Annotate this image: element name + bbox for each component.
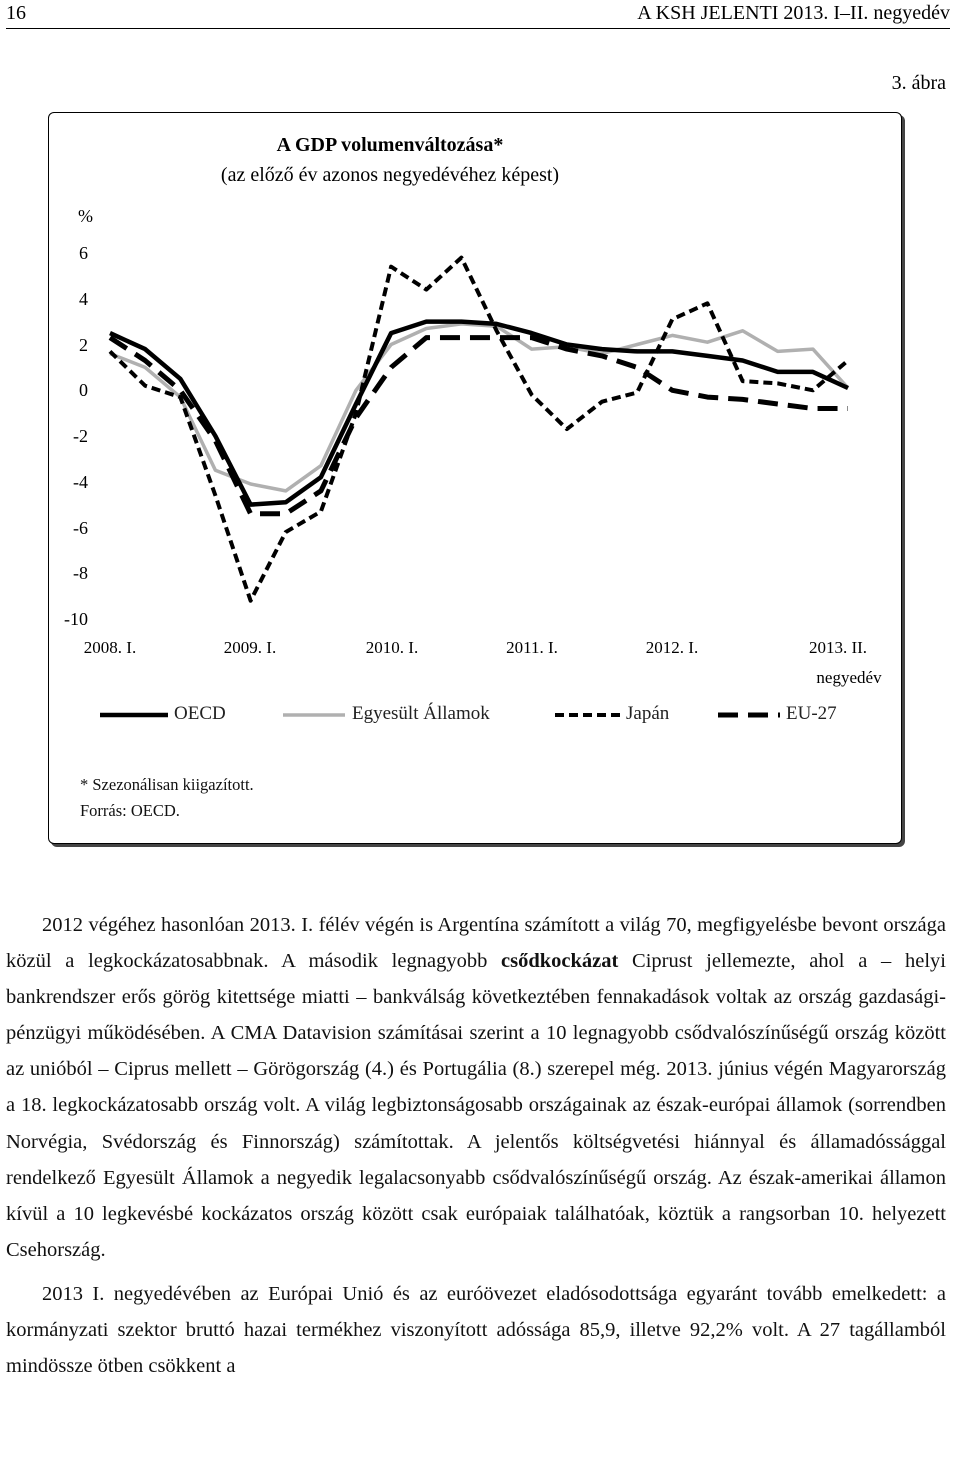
- figure-note: * Szezonálisan kiigazított.: [80, 775, 254, 794]
- chart-subtitle: (az előző év azonos negyedévéhez képest): [220, 164, 560, 186]
- y-axis-unit: %: [78, 206, 93, 226]
- y-tick-label: -8: [73, 563, 88, 584]
- paragraph-2: 2013 I. negyedévében az Európai Unió és az euróövezet eladósodottsága egyaránt tovább emelkedett: a kormányzati szektor bruttó hazai termékhez viszonyított adóssága 85,9, illetve 92,2% volt. A 27 tagállamból mindössze ötben csökkent a: [6, 1282, 946, 1378]
- series-line-japán: [110, 258, 848, 601]
- y-tick-label: 4: [79, 288, 88, 309]
- legend-label: EU-27: [786, 703, 837, 724]
- y-tick-label: 0: [79, 380, 88, 401]
- x-tick-label: 2009. I.: [223, 638, 277, 657]
- paragraph-1: 2012 végéhez hasonlóan 2013. I. félév végén is Argentína számított a világ 70, megfigyelésbe bevont országa közül a legkockázatosabbnak. A második legnagyobb csődkockázat Ciprust jellemezte, ahol a – helyi bankrendszer erős görög kitettsége miatti – bankválság következtében fennakadások voltak az ország gazdasági-pénzügyi működésében. A CMA Datavision számításai szerint a 10 legnagyobb csődvalószínűségű ország között az unióból – Ciprus mellett – Görögország (4.) és Portugália (8.) szerepel még. 2013. június végén Magyarország a 18. legkockázatosabb ország volt. A világ legbiztonságosabb országainak az észak-európai államok (sorrendben Norvégia, Svédország és Finnország) számítottak. A jelentős költségvetési hiánnyal és államadóssággal rendelkező Egyesült Államok a negyedik legalacsonyabb csődvalószínűségű ország. Az észak-amerikai államon kívül a 10 legkevésbé kockázatos ország között csak európaiak találhatóak, köztük a rangsorban 10. helyezett Csehország.: [6, 914, 946, 1261]
- y-tick-label: -10: [64, 609, 88, 629]
- legend-label: OECD: [174, 703, 226, 724]
- y-tick-label: -2: [73, 426, 88, 446]
- series-line-eu-27: [110, 338, 848, 514]
- bold-term: csődkockázat: [501, 950, 619, 973]
- x-tick-label: 2012. I.: [645, 638, 699, 657]
- x-tick-label: 2013. II.: [808, 638, 868, 657]
- series-line-oecd: [110, 322, 848, 505]
- y-tick-label: -6: [73, 517, 88, 538]
- x-tick-label: 2008. I.: [83, 638, 137, 657]
- legend-label: Egyesült Államok: [352, 703, 490, 724]
- y-tick-label: 2: [79, 334, 88, 355]
- figure-number: 3. ábra: [891, 72, 946, 94]
- x-tick-label: 2011. I.: [506, 638, 558, 657]
- legend-label: Japán: [626, 703, 670, 724]
- series-line-egyesült-államok: [110, 324, 848, 491]
- y-tick-label: -4: [73, 471, 88, 492]
- y-tick-label: 6: [79, 243, 88, 263]
- page-number: 16: [6, 2, 26, 24]
- figure-source: Forrás: OECD.: [80, 801, 180, 820]
- x-tick-label-extra: negyedév: [816, 668, 882, 687]
- chart-title: A GDP volumenváltozása*: [276, 134, 504, 156]
- x-tick-label: 2010. I.: [365, 638, 419, 657]
- body-text: [6, 907, 946, 1384]
- running-title: A KSH JELENTI 2013. I–II. negyedév: [637, 2, 950, 24]
